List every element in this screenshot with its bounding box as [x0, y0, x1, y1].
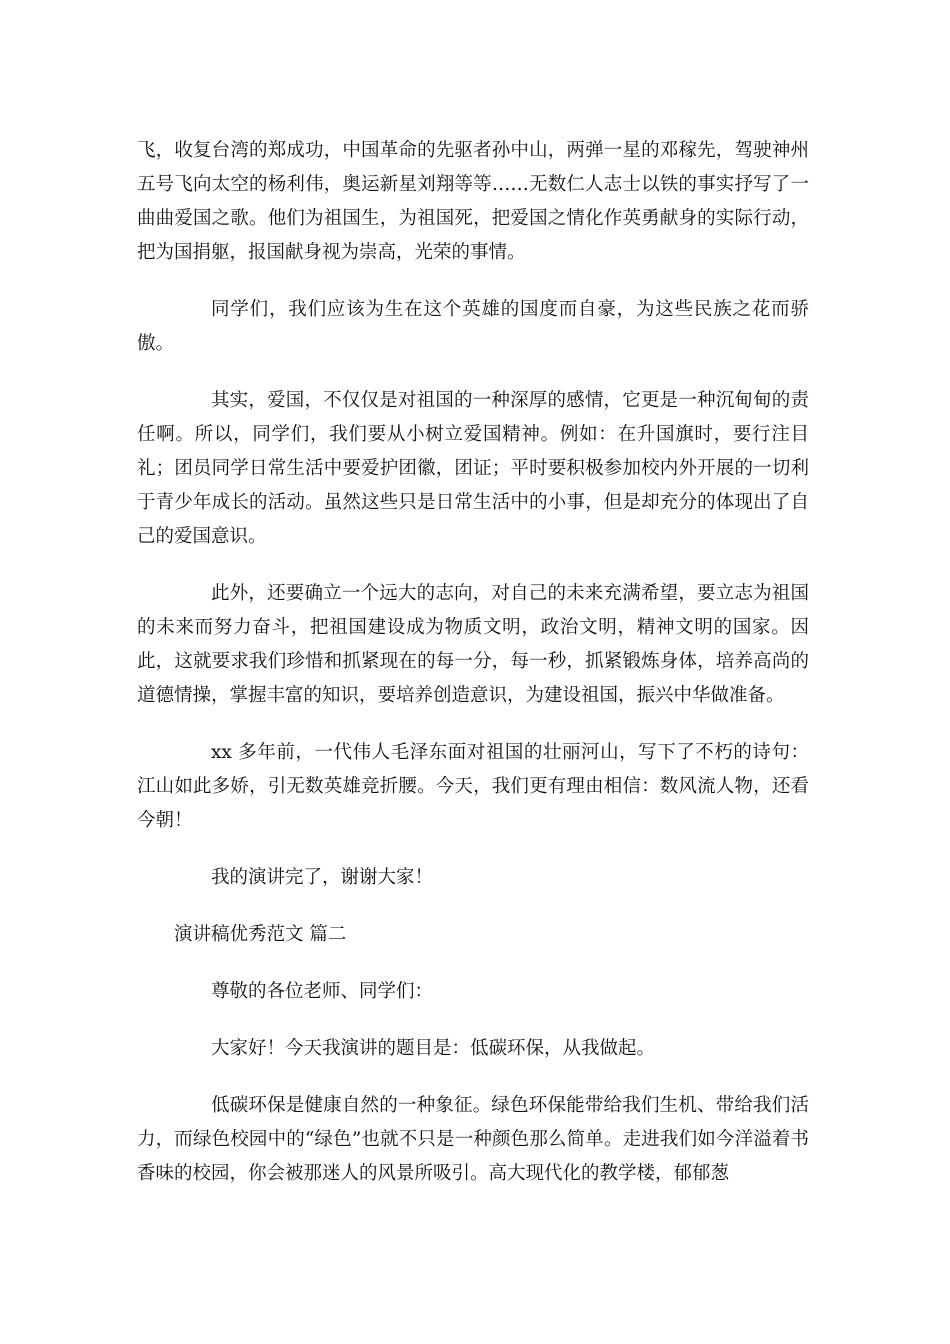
closing-line: 我的演讲完了，谢谢大家！ [211, 867, 434, 888]
salutation: 尊敬的各位老师、同学们： [211, 981, 434, 1002]
greeting-line: 大家好！今天我演讲的题目是：低碳环保，从我做起。 [211, 1038, 656, 1059]
paragraph: 此外，还要确立一个远大的志向，对自己的未来充满希望，要立志为祖国的未来而努力奋斗，把祖国建设成为物质文明，政治文明，精神文明的国家。因此，这就要求我们珍惜和抓紧现在的每一分，每一秒，抓紧锻炼身体，培养高尚的道德情操，掌握丰富的知识，要培养创造意识，为建设祖国，振兴中华做准备。 [137, 583, 809, 706]
paragraph-continued: 飞，收复台湾的郑成功，中国革命的先驱者孙中山，两弹一星的邓稼先，驾驶神州五号飞向太空的杨利伟，奥运新星刘翔等等……无数仁人志士以铁的事实抒写了一曲曲爱国之歌。他们为祖国生，为祖国死，把爱国之情化作英勇献身的实际行动，把为国捐躯，报国献身视为崇高，光荣的事情。 [137, 140, 809, 263]
section-heading: 演讲稿优秀范文 篇二 [174, 924, 347, 945]
paragraph: xx 多年前，一代伟人毛泽东面对祖国的壮丽河山，写下了不朽的诗句：江山如此多娇，引无数英雄竞折腰。今天，我们更有理由相信：数风流人物，还看今朝！ [137, 742, 809, 831]
paragraph: 低碳环保是健康自然的一种象征。绿色环保能带给我们生机、带给我们活力，而绿色校园中的“绿色”也就不只是一种颜色那么简单。走进我们如今洋溢着书香味的校园，你会被那迷人的风景所吸引。高大现代化的教学楼，郁郁葱 [137, 1095, 809, 1184]
paragraph: 同学们，我们应该为生在这个英雄的国度而自豪，为这些民族之花而骄傲。 [137, 299, 809, 354]
paragraph: 其实，爱国，不仅仅是对祖国的一种深厚的感情，它更是一种沉甸甸的责任啊。所以，同学们，我们要从小树立爱国精神。例如：在升国旗时，要行注目礼；团员同学日常生活中要爱护团徽，团证；平时要积极参加校内外开展的一切利于青少年成长的活动。虽然这些只是日常生活中的小事，但是却充分的体现出了自己的爱国意识。 [137, 390, 809, 547]
document-body [137, 134, 809, 1191]
